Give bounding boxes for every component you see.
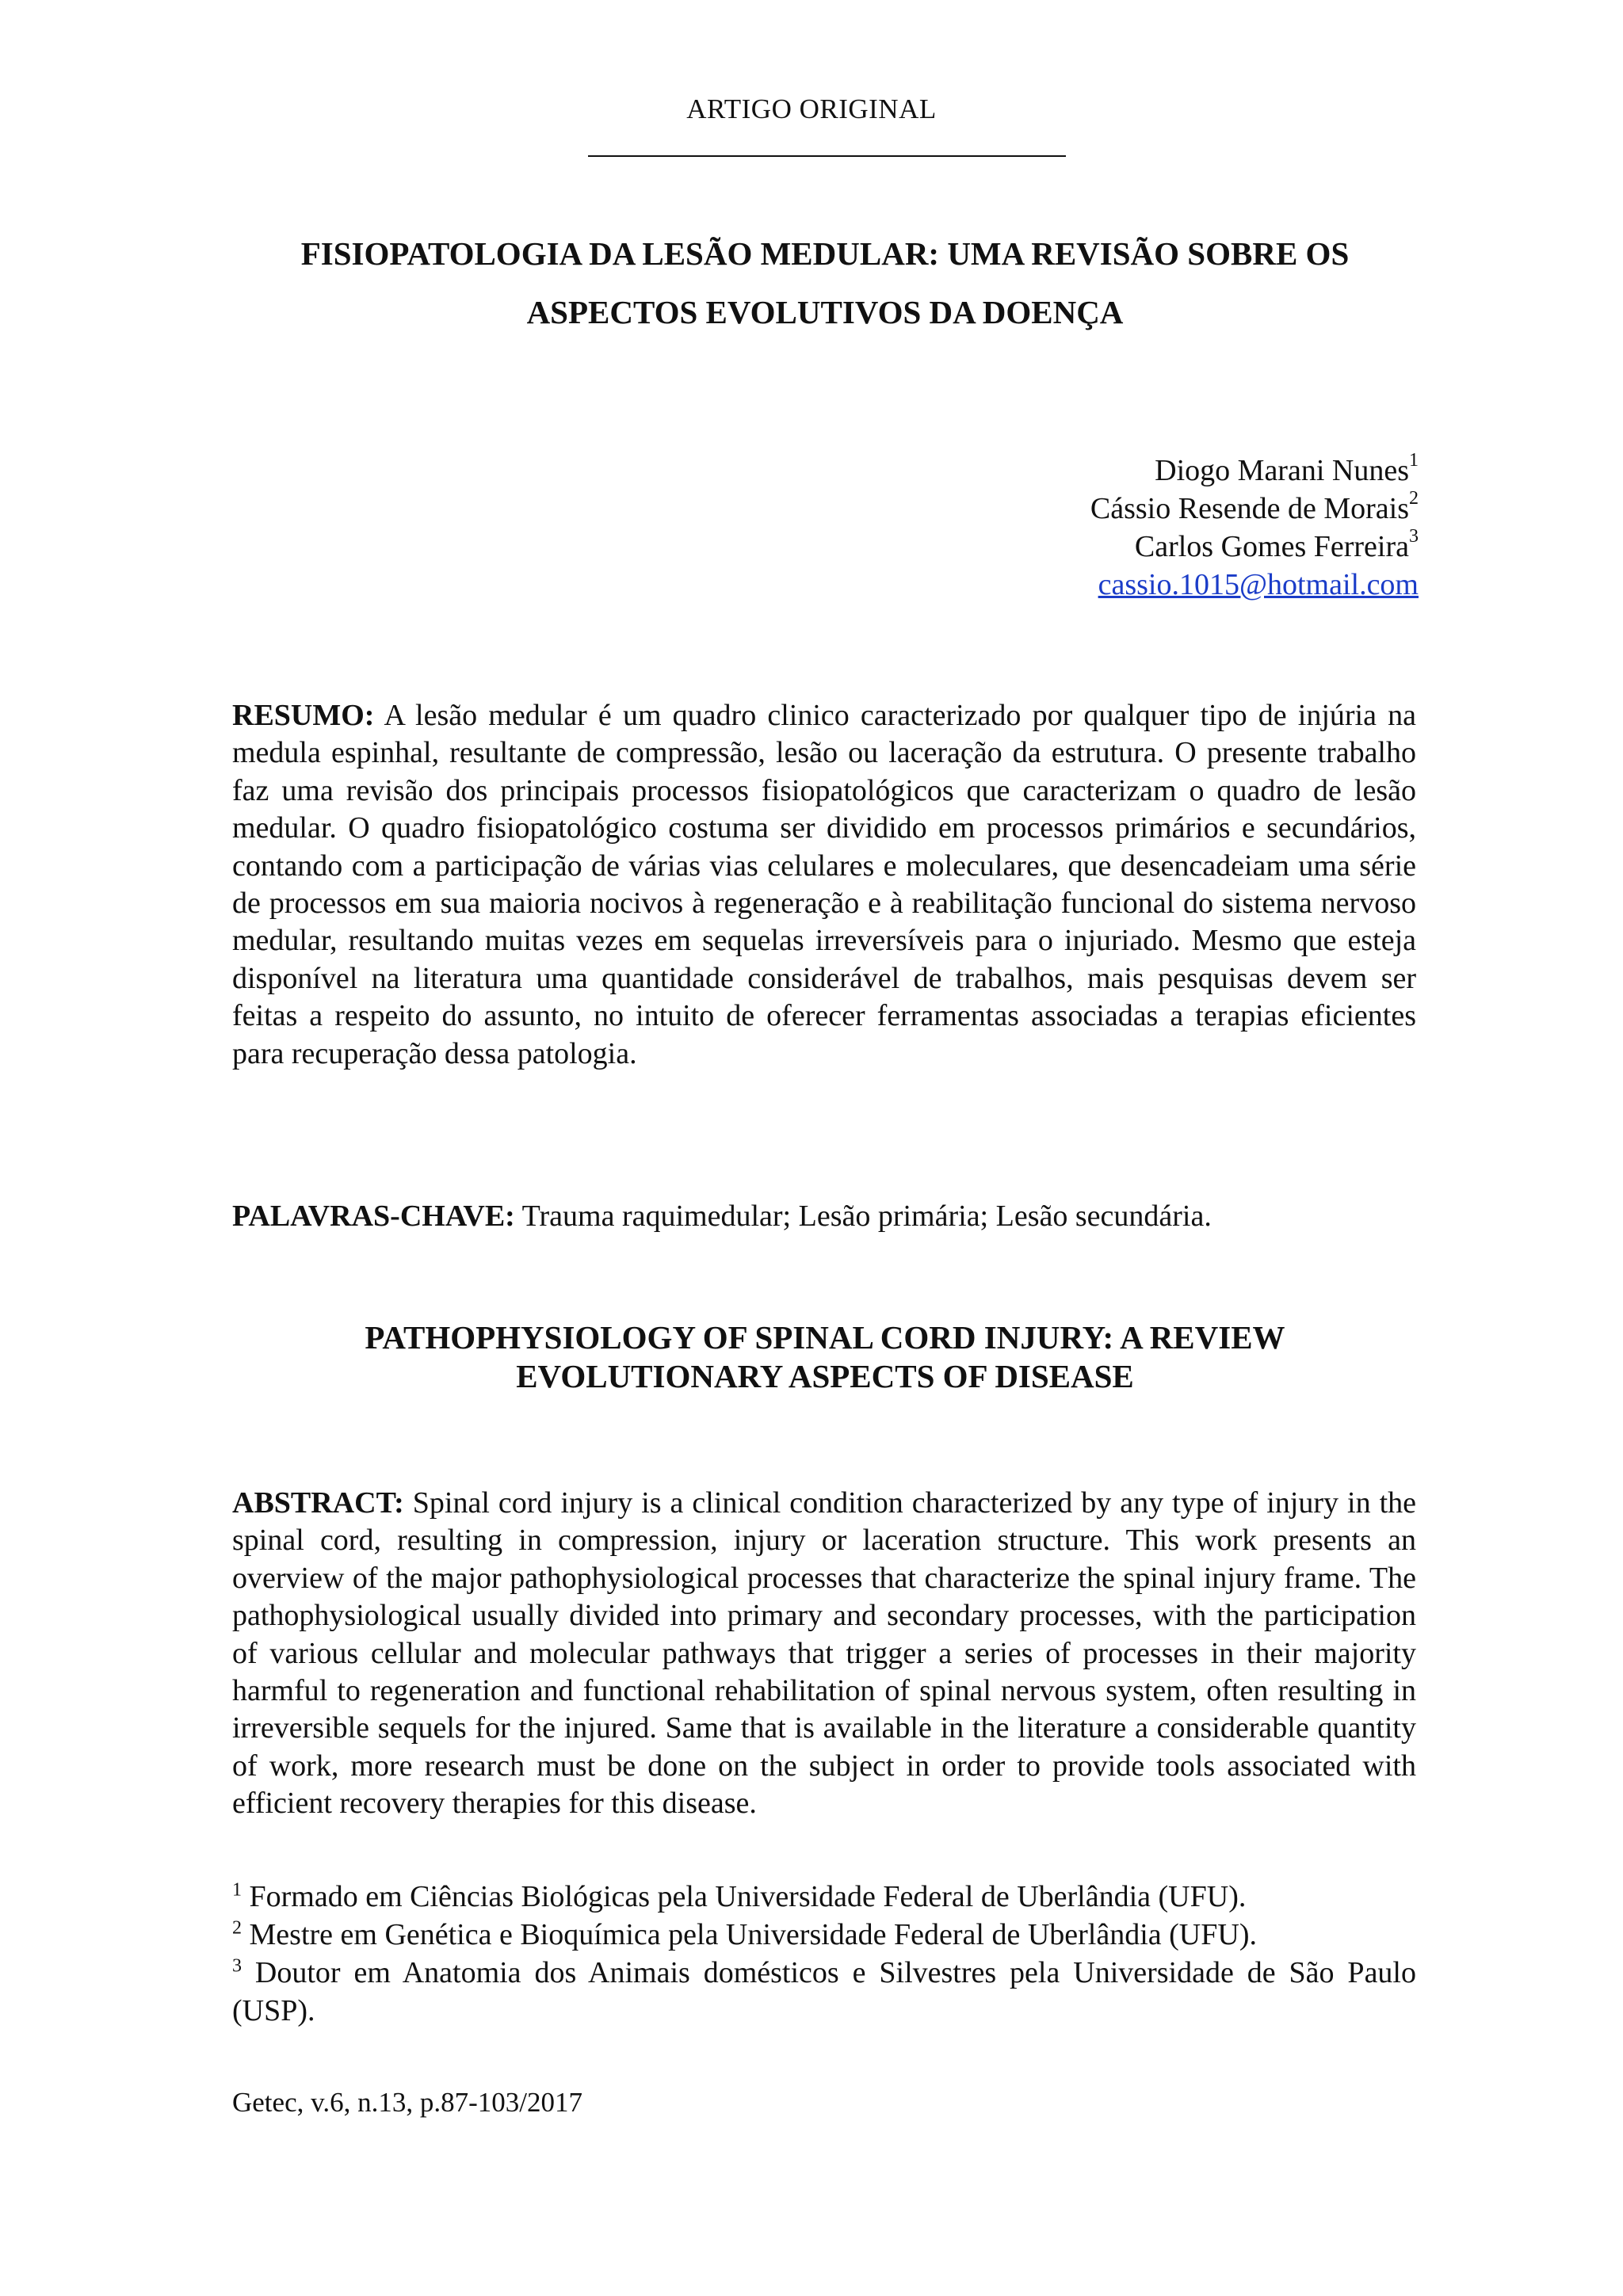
keywords-line: [232, 1198, 1212, 1235]
article-title-en: [206, 1318, 1444, 1396]
title-en-line-1: PATHOPHYSIOLOGY OF SPINAL CORD INJURY: A REVIEW: [365, 1319, 1285, 1356]
author-3: Carlos Gomes Ferreira$^3$: [1134, 526, 1419, 563]
title-pt-line-2: ASPECTOS EVOLUTIVOS DA DOENÇA: [526, 294, 1124, 330]
author-list: [1090, 452, 1419, 604]
abstract-text: Spinal cord injury is a clinical condition characterized by any type of injury in the spinal cord, resulting in compression, injury or laceration structure. This work presents an overview of the major pathophysiological processes that characterize the spinal injury frame. The pathophysiological usually divided into primary and secondary processes, with the participation of various cellular and molecular pathways that trigger a series of processes in their majority harmful to regeneration and functional rehabilitation of spinal nervous system, often resulting in irreversible sequels for the injured. Same that is available in the literature a considerable quantity of work, more research must be done on the subject in order to provide tools associated with efficient recovery therapies for this disease.: [232, 1486, 1417, 1821]
resumo-text: A lesão medular é um quadro clinico caracterizado por qualquer tipo de injúria na medula espinhal, resultante de compressão, lesão ou laceração da estrutura. O presente trabalho faz uma revisão dos principais processos fisiopatológicos que caracterizam o quadro de lesão medular. O quadro fisiopatológico costuma ser dividido em processos primários e secundários, contando com a participação de várias vias celulares e moleculares, que desencadeiam uma série de processos em sua maioria nocivos à regeneração e à reabilitação funcional do sistema nervoso medular, resultando muitas vezes em sequelas irreversíveis para o injuriado. Mesmo que esteja disponível na literatura uma quantidade considerável de trabalhos, mais pesquisas devem ser feitas a respeito do assunto, no intuito de oferecer ferramentas associadas a terapias eficientes para recuperação dessa patologia.: [232, 699, 1417, 1070]
section-header: ARTIGO ORIGINAL: [686, 93, 937, 124]
header-rule: [588, 155, 1066, 157]
footnote-3: $^3$ Doutor em Anatomia dos Animais domésticos e Silvestres pela Universidade de São Paulo (USP).: [232, 1955, 1416, 2027]
keywords-text: Trauma raquimedular; Lesão primária; Lesão secundária.: [521, 1199, 1212, 1233]
journal-citation: Getec, v.6, n.13, p.87-103/2017: [232, 2087, 582, 2118]
contact-email-link[interactable]: cassio.1015@hotmail.com: [1098, 568, 1419, 601]
resumo-paragraph: [232, 697, 1416, 1073]
abstract-label: ABSTRACT:: [232, 1486, 404, 1520]
title-en-line-2: EVOLUTIONARY ASPECTS OF DISEASE: [516, 1358, 1134, 1394]
title-pt-line-1: FISIOPATOLOGIA DA LESÃO MEDULAR: UMA REVISÃO SOBRE OS: [300, 235, 1350, 272]
author-2: Cássio Resende de Morais$^2$: [1090, 488, 1419, 525]
keywords-label: PALAVRAS-CHAVE:: [232, 1199, 515, 1233]
abstract-paragraph: [232, 1485, 1416, 1823]
article-title-pt: [206, 224, 1444, 341]
footnotes: [232, 1878, 1416, 2030]
author-1: Diogo Marani Nunes$^1$: [1155, 450, 1419, 487]
resumo-label: RESUMO:: [232, 699, 375, 732]
footnote-2: $^2$ Mestre em Genética e Bioquímica pela Universidade Federal de Uberlândia (UFU).: [232, 1917, 1257, 1951]
footnote-1: $^1$ Formado em Ciências Biológicas pela Universidade Federal de Uberlândia (UFU).: [232, 1879, 1247, 1913]
